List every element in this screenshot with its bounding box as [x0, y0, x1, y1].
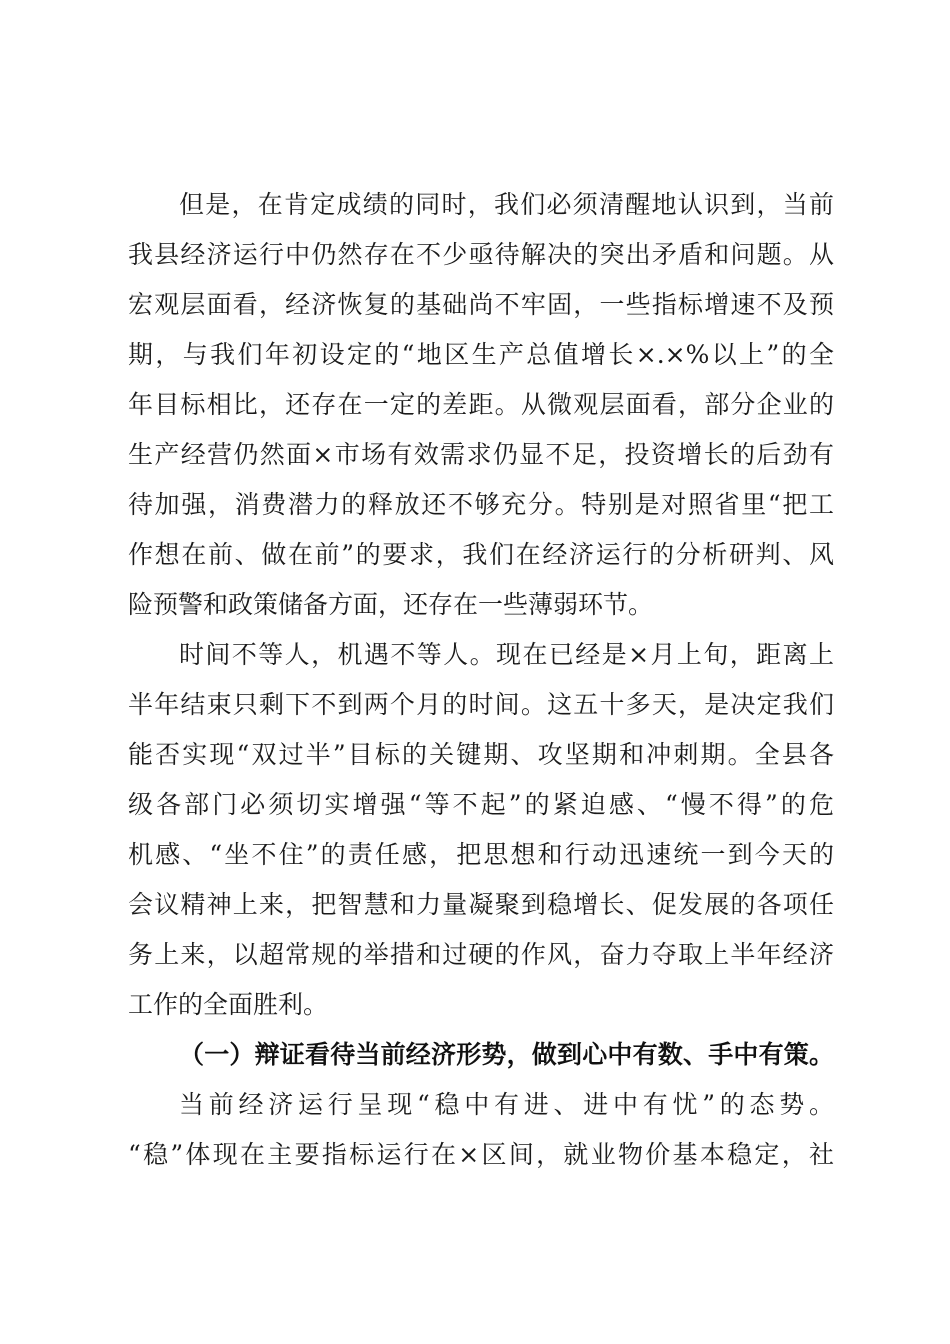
text-line: 作想在前、做在前”的要求，我们在经济运行的分析研判、风: [128, 540, 834, 569]
text-line: 生产经营仍然面×市场有效需求仍显不足，投资增长的后劲有: [128, 440, 834, 469]
text-line: 会议精神上来，把智慧和力量凝聚到稳增长、促发展的各项任: [128, 890, 834, 919]
section-heading: （一）辩证看待当前经济形势，做到心中有数、手中有策。: [179, 1040, 834, 1069]
text-line: 但是，在肯定成绩的同时，我们必须清醒地认识到，当前: [179, 190, 834, 219]
text-line: 能否实现“双过半”目标的关键期、攻坚期和冲刺期。全县各: [128, 740, 834, 769]
text-line: 年目标相比，还存在一定的差距。从微观层面看，部分企业的: [128, 390, 834, 419]
text-line: 期，与我们年初设定的“地区生产总值增长×.×%以上”的全: [128, 340, 834, 369]
text-line: 我县经济运行中仍然存在不少亟待解决的突出矛盾和问题。从: [128, 240, 834, 269]
text-line: 级各部门必须切实增强“等不起”的紧迫感、“慢不得”的危: [128, 790, 834, 819]
text-line: 半年结束只剩下不到两个月的时间。这五十多天，是决定我们: [128, 690, 834, 719]
text-line: 宏观层面看，经济恢复的基础尚不牢固，一些指标增速不及预: [128, 290, 834, 319]
text-line: 机感、“坐不住”的责任感，把思想和行动迅速统一到今天的: [128, 840, 834, 869]
text-line: 时间不等人，机遇不等人。现在已经是×月上旬，距离上: [179, 640, 834, 669]
text-line: 待加强，消费潜力的释放还不够充分。特别是对照省里“把工: [128, 490, 834, 519]
text-line: 当前经济运行呈现“稳中有进、进中有忧”的态势。: [179, 1090, 834, 1119]
text-line: 险预警和政策储备方面，还存在一些薄弱环节。: [128, 590, 654, 619]
text-line: 务上来，以超常规的举措和过硬的作风，奋力夺取上半年经济: [128, 940, 834, 969]
text-line: “稳”体现在主要指标运行在×区间，就业物价基本稳定，社: [128, 1140, 834, 1169]
document-body: [128, 180, 834, 1180]
text-line: 工作的全面胜利。: [128, 990, 329, 1019]
